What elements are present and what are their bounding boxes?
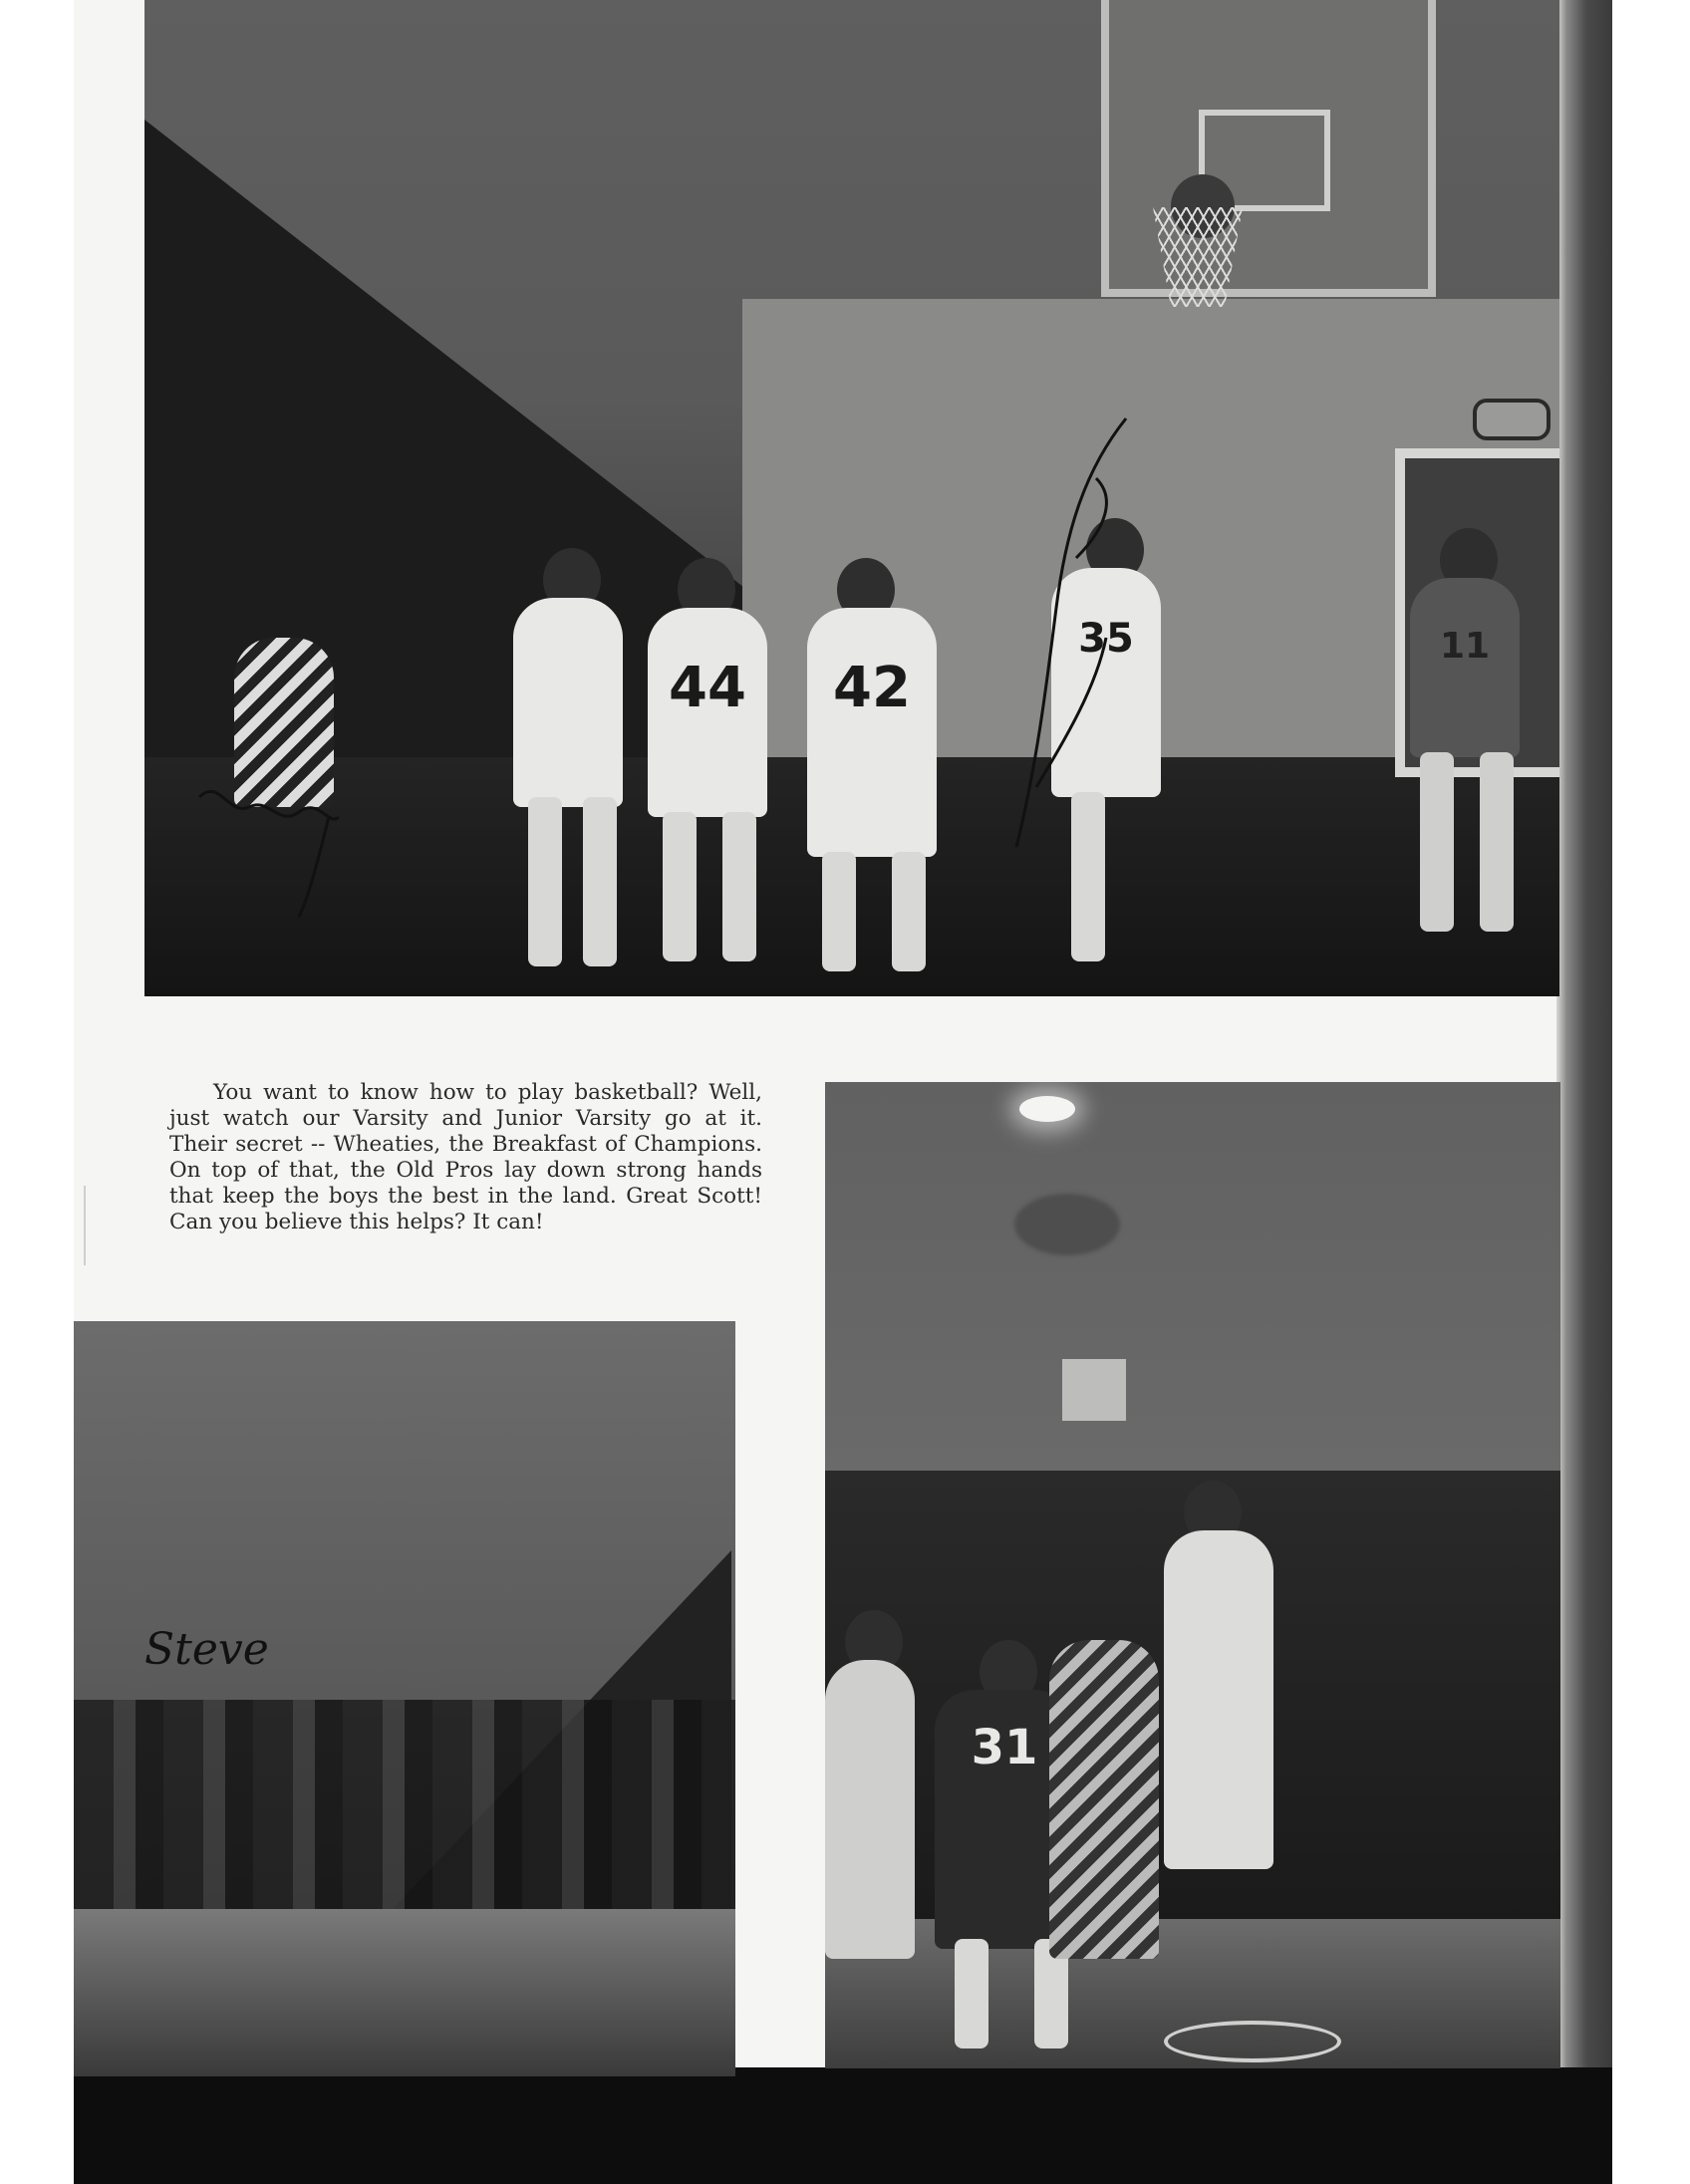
handwritten-signature-steve: Steve — [144, 1624, 269, 1675]
exit-sign — [1473, 399, 1550, 440]
player-leg — [822, 852, 856, 971]
photo-free-throw-bottom-left — [74, 1321, 735, 2076]
ceiling-light — [1019, 1096, 1075, 1122]
player-leg — [1480, 752, 1514, 932]
player-leg — [722, 812, 756, 961]
book-spine — [1556, 0, 1612, 2067]
photo-basketball-game-top — [144, 0, 1559, 996]
basketball-blurred — [1014, 1194, 1120, 1255]
scan-bottom-band — [74, 2067, 1612, 2184]
referee — [234, 638, 334, 807]
player-leg — [1071, 792, 1105, 961]
page-edge-mark — [84, 1186, 86, 1265]
jersey-number: 11 — [1439, 626, 1491, 667]
player-leg — [528, 797, 562, 966]
jersey-number: 35 — [1078, 616, 1134, 662]
player-white — [513, 598, 623, 807]
player-42 — [807, 608, 937, 857]
jersey-number: 44 — [669, 656, 746, 720]
caption-paragraph: You want to know how to play basketball? Well, just watch our Varsity and Junior Varsity go at it. Their secret -- Wheaties, the Breakfast of Champions. On top of that, the Old Pros lay down strong hands that keep the boys the best in the land. Great Scott! Can you believe this helps? It can! — [169, 1080, 762, 1234]
player-leg — [583, 797, 617, 966]
gym-floor — [74, 1909, 735, 2076]
wall-banner — [1062, 1359, 1126, 1421]
player-11 — [1410, 578, 1520, 757]
player-44 — [648, 608, 767, 817]
photo-action-bottom-right — [825, 1082, 1560, 2068]
player-leg — [892, 852, 926, 971]
player-leg — [955, 1939, 988, 2048]
players-lined-up — [74, 1700, 735, 1919]
jersey-number: 42 — [833, 656, 911, 720]
player-leg — [663, 812, 697, 961]
player-35 — [1051, 568, 1161, 797]
player-leg — [1420, 752, 1454, 932]
court-center-mark — [1164, 2021, 1341, 2062]
player-white-left — [825, 1660, 915, 1959]
jersey-number: 31 — [971, 1720, 1038, 1775]
player-shooting — [1164, 1530, 1273, 1869]
backboard — [1101, 0, 1436, 297]
referee — [1049, 1640, 1159, 1959]
